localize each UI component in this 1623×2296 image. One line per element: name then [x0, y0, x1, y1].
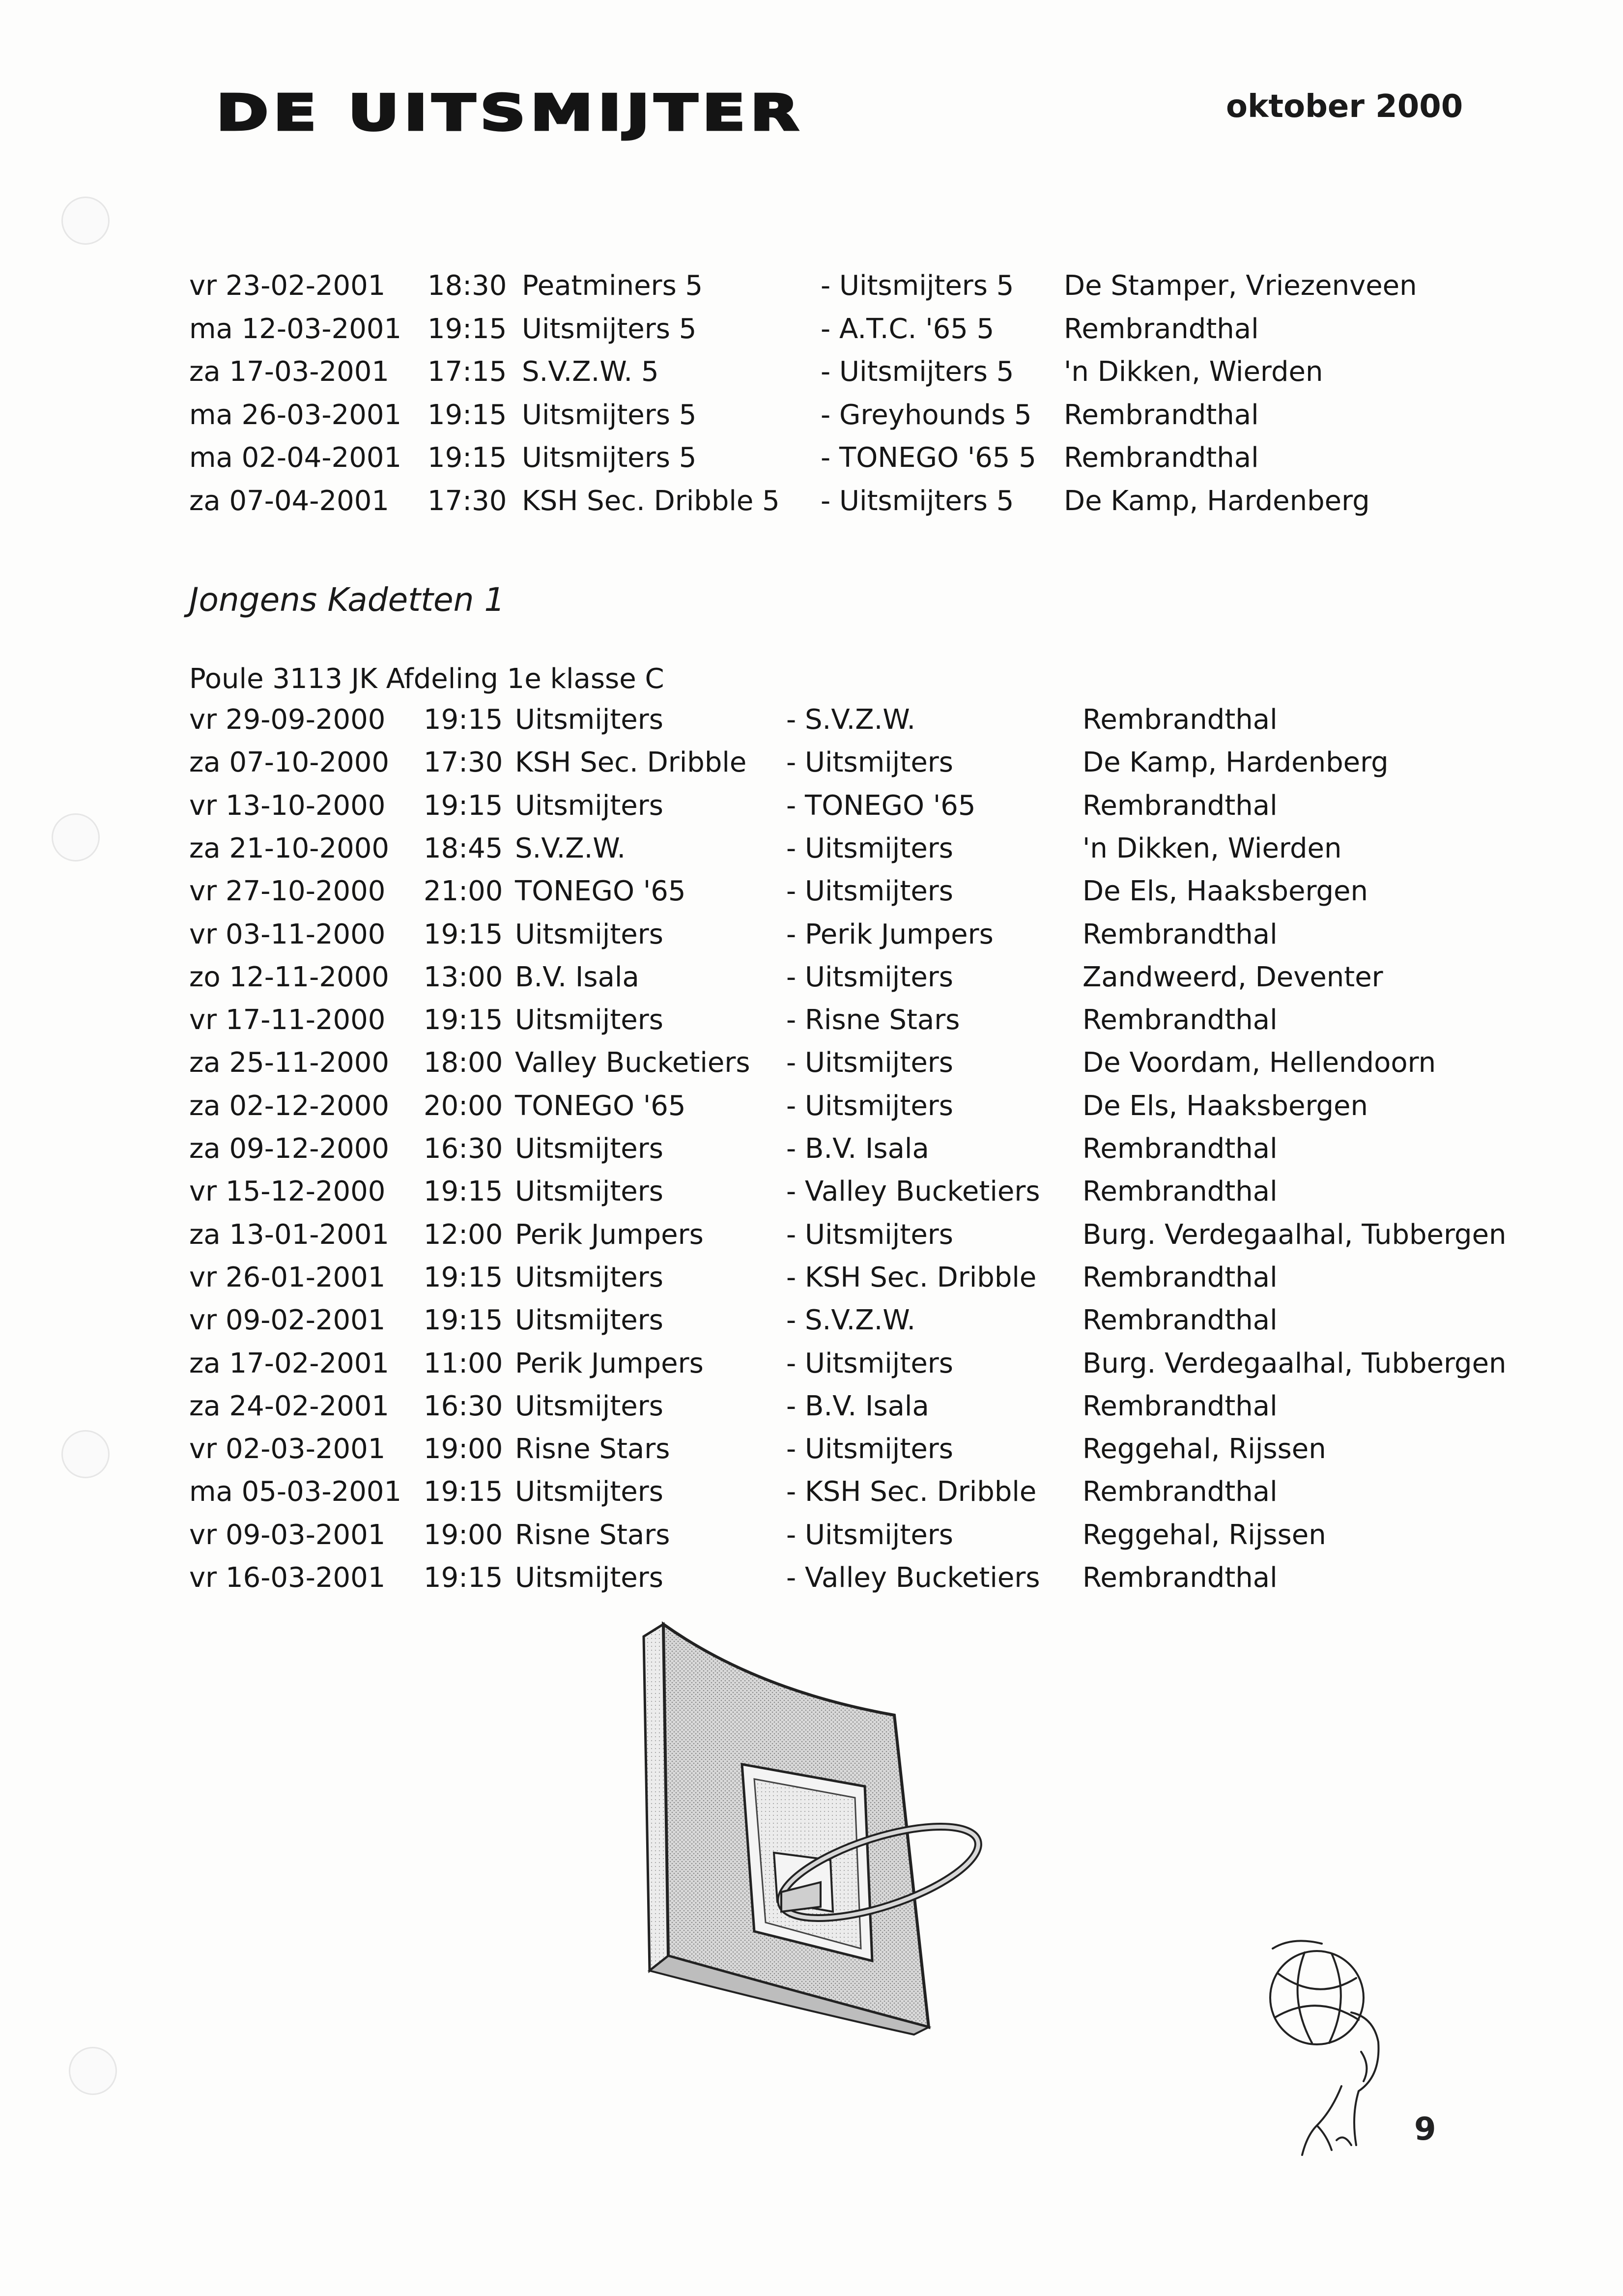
venue: De Stamper, Vriezenveen: [1064, 270, 1417, 302]
section-title: Jongens Kadetten 1: [189, 581, 505, 619]
venue: Rembrandthal: [1082, 1476, 1278, 1508]
home-team: Uitsmijters: [515, 704, 663, 736]
away-team: - Perik Jumpers: [786, 918, 994, 950]
match-time: 11:00: [424, 1347, 503, 1379]
venue: Rembrandthal: [1082, 1304, 1278, 1337]
venue: Rembrandthal: [1064, 399, 1259, 431]
away-team: - Uitsmijters 5: [821, 485, 1014, 517]
page-number: 9: [1414, 2111, 1436, 2148]
home-team: TONEGO '65: [515, 875, 686, 908]
match-time: 19:15: [424, 1562, 503, 1594]
table-row: [0, 1001, 1623, 1040]
table-row: [0, 1043, 1623, 1083]
away-team: - Uitsmijters: [786, 832, 953, 864]
table-row: [0, 915, 1623, 954]
match-time: 17:30: [424, 746, 503, 779]
punch-hole: [69, 2047, 117, 2095]
home-team: S.V.Z.W. 5: [522, 356, 659, 388]
table-row: [0, 1258, 1623, 1297]
home-team: Perik Jumpers: [515, 1347, 704, 1379]
match-date: vr 15-12-2000: [189, 1176, 386, 1208]
table-row: [0, 396, 1623, 435]
table-row: [0, 482, 1623, 521]
venue: Zandweerd, Deventer: [1082, 961, 1383, 993]
match-time: 18:45: [424, 832, 503, 864]
venue: 'n Dikken, Wierden: [1082, 832, 1342, 864]
match-time: 16:30: [424, 1133, 503, 1165]
match-date: ma 02-04-2001: [189, 442, 402, 474]
poule-label: Poule 3113 JK Afdeling 1e klasse C: [189, 663, 664, 695]
home-team: Uitsmijters: [515, 1133, 663, 1165]
venue: Rembrandthal: [1082, 1390, 1278, 1422]
away-team: - Uitsmijters: [786, 1218, 953, 1251]
match-date: za 21-10-2000: [189, 832, 389, 864]
home-team: KSH Sec. Dribble 5: [522, 485, 780, 517]
table-row: [0, 1129, 1623, 1169]
home-team: Uitsmijters: [515, 1390, 663, 1422]
match-date: za 02-12-2000: [189, 1090, 389, 1122]
match-time: 20:00: [424, 1090, 503, 1122]
match-date: za 17-03-2001: [189, 356, 389, 388]
table-row: [0, 958, 1623, 997]
match-time: 19:15: [424, 789, 503, 822]
match-time: 19:15: [427, 442, 507, 474]
away-team: - Risne Stars: [786, 1004, 960, 1036]
table-row: [0, 266, 1623, 306]
match-time: 17:15: [427, 356, 507, 388]
venue: Rembrandthal: [1082, 1176, 1278, 1208]
table-row: [0, 1516, 1623, 1555]
table-row: [0, 829, 1623, 868]
venue: Rembrandthal: [1064, 442, 1259, 474]
home-team: B.V. Isala: [515, 961, 639, 993]
venue: Rembrandthal: [1082, 918, 1278, 950]
venue: De Kamp, Hardenberg: [1064, 485, 1370, 517]
away-team: - Uitsmijters: [786, 1519, 953, 1551]
away-team: - A.T.C. '65 5: [821, 313, 995, 345]
table-row: [0, 1387, 1623, 1426]
home-team: S.V.Z.W.: [515, 832, 626, 864]
home-team: Uitsmijters: [515, 1004, 663, 1036]
home-team: Uitsmijters: [515, 1476, 663, 1508]
away-team: - KSH Sec. Dribble: [786, 1476, 1037, 1508]
match-date: zo 12-11-2000: [189, 961, 389, 993]
match-date: za 25-11-2000: [189, 1047, 389, 1079]
away-team: - Uitsmijters: [786, 961, 953, 993]
venue: Reggehal, Rijssen: [1082, 1433, 1326, 1465]
away-team: - KSH Sec. Dribble: [786, 1261, 1037, 1293]
punch-hole: [61, 197, 110, 245]
table-row: [0, 1558, 1623, 1598]
match-time: 19:15: [427, 313, 507, 345]
match-date: vr 09-02-2001: [189, 1304, 386, 1337]
match-date: za 17-02-2001: [189, 1347, 389, 1379]
away-team: - Uitsmijters: [786, 1433, 953, 1465]
match-date: za 07-04-2001: [189, 485, 389, 517]
match-time: 19:00: [424, 1433, 503, 1465]
match-time: 19:15: [424, 1304, 503, 1337]
backboard-icon: [644, 1624, 929, 2035]
table-row: [0, 786, 1623, 826]
away-team: - Valley Bucketiers: [786, 1176, 1040, 1208]
venue: Burg. Verdegaalhal, Tubbergen: [1082, 1218, 1507, 1251]
match-date: ma 26-03-2001: [189, 399, 402, 431]
match-time: 16:30: [424, 1390, 503, 1422]
home-team: Risne Stars: [515, 1433, 670, 1465]
away-team: - Uitsmijters: [786, 1347, 953, 1379]
table-row: [0, 1430, 1623, 1469]
away-team: - Uitsmijters: [786, 1090, 953, 1122]
match-time: 18:00: [424, 1047, 503, 1079]
home-team: TONEGO '65: [515, 1090, 686, 1122]
match-date: vr 03-11-2000: [189, 918, 386, 950]
match-time: 19:15: [424, 1476, 503, 1508]
match-time: 21:00: [424, 875, 503, 908]
venue: 'n Dikken, Wierden: [1064, 356, 1323, 388]
match-time: 19:00: [424, 1519, 503, 1551]
table-row: [0, 1215, 1623, 1255]
table-row: [0, 872, 1623, 911]
home-team: Uitsmijters 5: [522, 399, 697, 431]
venue: Rembrandthal: [1082, 1133, 1278, 1165]
home-team: Valley Bucketiers: [515, 1047, 750, 1079]
match-date: vr 16-03-2001: [189, 1562, 386, 1594]
away-team: - B.V. Isala: [786, 1390, 929, 1422]
match-time: 13:00: [424, 961, 503, 993]
match-date: vr 26-01-2001: [189, 1261, 386, 1293]
match-date: vr 17-11-2000: [189, 1004, 386, 1036]
away-team: - Uitsmijters: [786, 875, 953, 908]
table-row: [0, 352, 1623, 392]
home-team: Uitsmijters: [515, 918, 663, 950]
home-team: KSH Sec. Dribble: [515, 746, 747, 779]
match-date: ma 12-03-2001: [189, 313, 402, 345]
venue: Rembrandthal: [1082, 1004, 1278, 1036]
away-team: - Uitsmijters 5: [821, 356, 1014, 388]
basketball-player-doodle: [1258, 1939, 1405, 2160]
table-row: [0, 700, 1623, 740]
home-team: Uitsmijters: [515, 1176, 663, 1208]
match-date: vr 09-03-2001: [189, 1519, 386, 1551]
home-team: Risne Stars: [515, 1519, 670, 1551]
table-row: [0, 1087, 1623, 1126]
match-date: vr 02-03-2001: [189, 1433, 386, 1465]
table-row: [0, 743, 1623, 782]
match-date: za 09-12-2000: [189, 1133, 389, 1165]
match-time: 17:30: [427, 485, 507, 517]
issue-date: oktober 2000: [1226, 88, 1463, 125]
venue: De Els, Haaksbergen: [1082, 875, 1368, 908]
venue: De Voordam, Hellendoorn: [1082, 1047, 1436, 1079]
newsletter-logo: DE UITSMIJTER: [216, 85, 804, 142]
venue: Reggehal, Rijssen: [1082, 1519, 1326, 1551]
match-time: 19:15: [424, 918, 503, 950]
away-team: - TONEGO '65: [786, 789, 976, 822]
home-team: Uitsmijters: [515, 1562, 663, 1594]
match-date: vr 13-10-2000: [189, 789, 386, 822]
away-team: - Uitsmijters: [786, 1047, 953, 1079]
venue: Rembrandthal: [1064, 313, 1259, 345]
venue: De Els, Haaksbergen: [1082, 1090, 1368, 1122]
away-team: - Uitsmijters: [786, 746, 953, 779]
match-date: vr 29-09-2000: [189, 704, 386, 736]
away-team: - S.V.Z.W.: [786, 704, 916, 736]
match-time: 19:15: [424, 1261, 503, 1293]
table-row: [0, 1344, 1623, 1383]
venue: Burg. Verdegaalhal, Tubbergen: [1082, 1347, 1507, 1379]
away-team: - B.V. Isala: [786, 1133, 929, 1165]
match-time: 19:15: [424, 704, 503, 736]
venue: Rembrandthal: [1082, 704, 1278, 736]
basketball-icon: [1270, 1951, 1364, 2044]
home-team: Uitsmijters: [515, 1304, 663, 1337]
table-row: [0, 438, 1623, 478]
away-team: - Valley Bucketiers: [786, 1562, 1040, 1594]
home-team: Uitsmijters: [515, 789, 663, 822]
match-date: vr 27-10-2000: [189, 875, 386, 908]
table-row: [0, 1301, 1623, 1340]
home-team: Uitsmijters 5: [522, 313, 697, 345]
match-time: 19:15: [424, 1004, 503, 1036]
match-time: 19:15: [424, 1176, 503, 1208]
venue: Rembrandthal: [1082, 1261, 1278, 1293]
basketball-backboard-illustration: [634, 1617, 1007, 2039]
table-row: [0, 1172, 1623, 1211]
venue: De Kamp, Hardenberg: [1082, 746, 1389, 779]
away-team: - S.V.Z.W.: [786, 1304, 916, 1337]
away-team: - Greyhounds 5: [821, 399, 1032, 431]
match-time: 18:30: [427, 270, 507, 302]
venue: Rembrandthal: [1082, 1562, 1278, 1594]
home-team: Uitsmijters: [515, 1261, 663, 1293]
home-team: Peatminers 5: [522, 270, 703, 302]
match-date: za 13-01-2001: [189, 1218, 389, 1251]
table-row: [0, 310, 1623, 349]
match-time: 12:00: [424, 1218, 503, 1251]
away-team: - Uitsmijters 5: [821, 270, 1014, 302]
match-date: za 24-02-2001: [189, 1390, 389, 1422]
match-date: ma 05-03-2001: [189, 1476, 402, 1508]
table-row: [0, 1472, 1623, 1512]
match-date: za 07-10-2000: [189, 746, 389, 779]
venue: Rembrandthal: [1082, 789, 1278, 822]
match-date: vr 23-02-2001: [189, 270, 386, 302]
away-team: - TONEGO '65 5: [821, 442, 1036, 474]
home-team: Perik Jumpers: [515, 1218, 704, 1251]
match-time: 19:15: [427, 399, 507, 431]
home-team: Uitsmijters 5: [522, 442, 697, 474]
